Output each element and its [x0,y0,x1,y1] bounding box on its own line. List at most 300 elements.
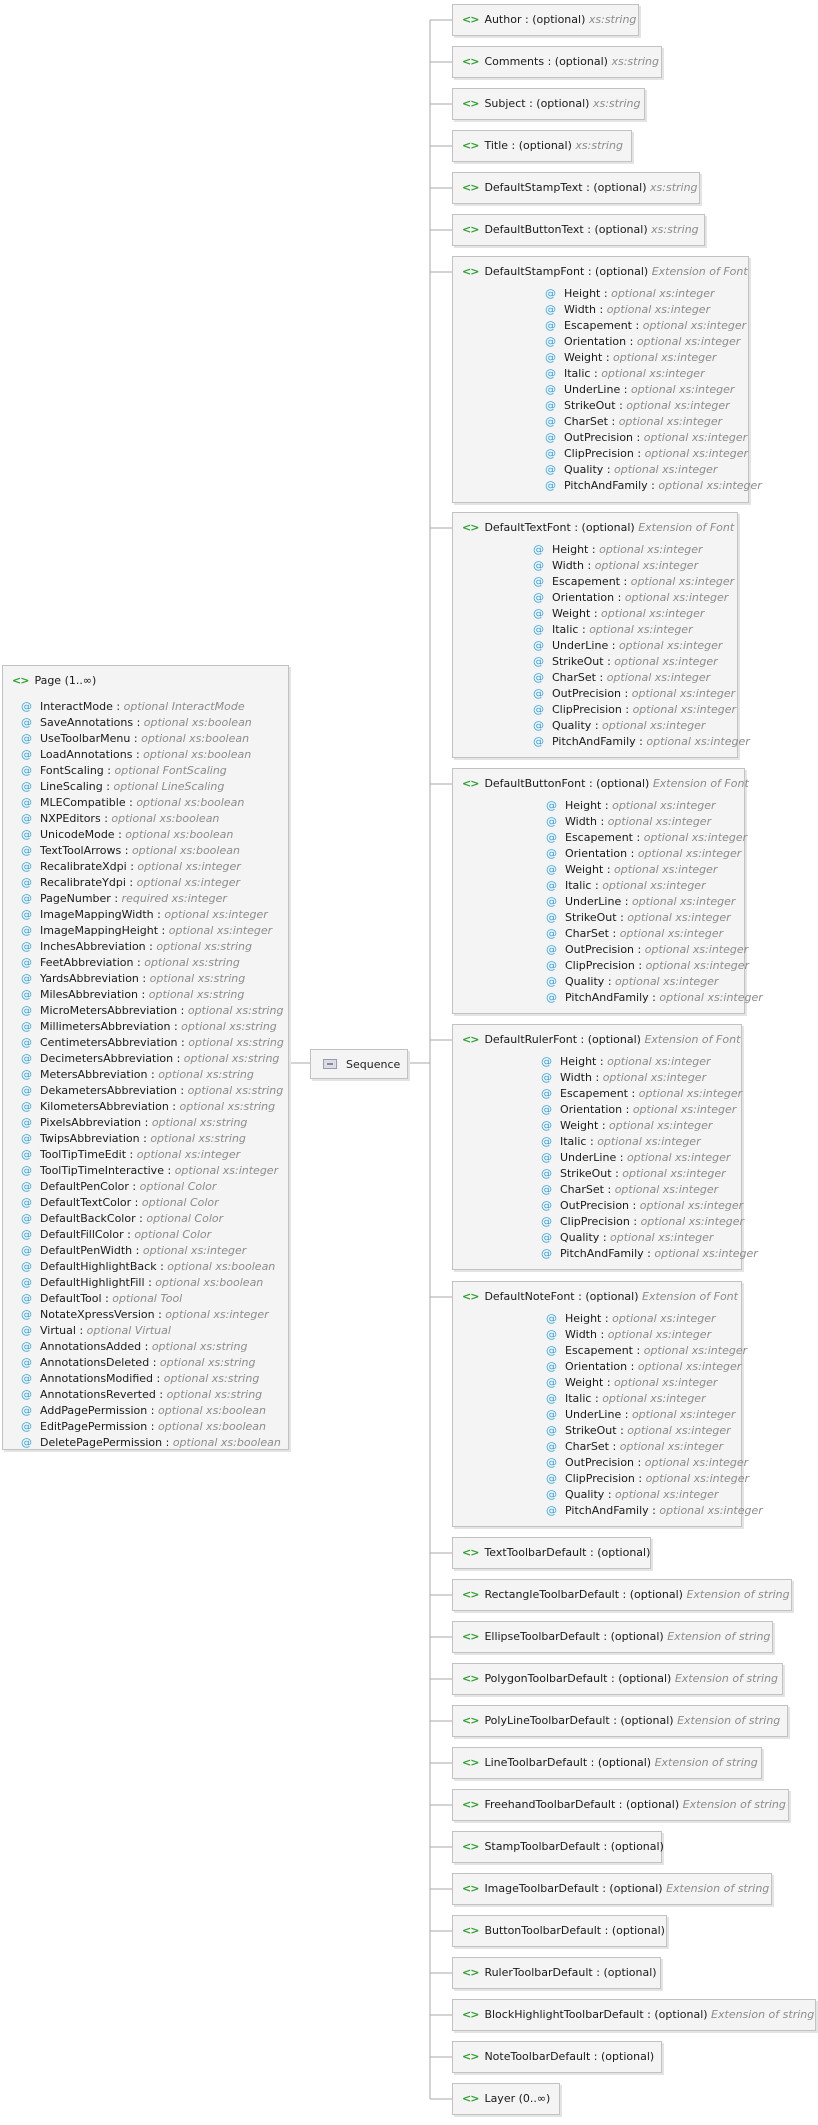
attribute-type: optional xs:integer [601,367,705,380]
element-separator: : [580,1033,585,1046]
element-name: DefaultButtonText [484,223,584,236]
element-type: Extension of Font [651,265,748,278]
element-name: Subject [484,97,526,110]
attribute-name: NXPEditors [40,812,101,825]
element-box-default-button-font[interactable] [452,768,763,1014]
element-box-layer[interactable] [452,2083,560,2115]
attribute-icon: @ [21,1036,32,1049]
element-box-title[interactable] [452,130,632,162]
attribute-name: UnderLine [552,639,609,652]
element-optional: (optional) [518,139,572,152]
attribute-name: Orientation [564,335,627,348]
element-name: StampToolbarDefault [484,1840,600,1853]
element-name: DefaultRulerFont [484,1033,578,1046]
attribute-separator: : [639,735,643,748]
attribute-type: optional xs:boolean [172,1436,281,1449]
element-separator: : [618,1798,623,1811]
attribute-type: optional xs:integer [614,1376,718,1389]
attribute-row [541,1230,713,1246]
attribute-name: Escapement [564,319,632,332]
attribute-separator: : [165,1436,170,1449]
attribute-type: optional xs:integer [137,860,241,873]
element-optional: (optional) [597,1546,651,1559]
element-header [462,769,749,798]
attribute-icon: @ [546,1440,557,1453]
attribute-name: Orientation [560,1103,623,1116]
element-multiplicity: (0..∞) [518,2092,551,2105]
attribute-separator: : [118,828,122,841]
attribute-name: DefaultPenWidth [40,1244,133,1257]
attribute-type: optional xs:string [187,1084,284,1097]
element-icon: <> [462,1546,479,1559]
attribute-name: LineScaling [40,780,103,793]
attribute-row [533,718,705,734]
element-type: xs:string [651,223,699,236]
attribute-row [21,1051,279,1067]
element-optional: (optional) [610,1630,664,1643]
element-optional: (optional) [594,223,648,236]
attribute-type: optional xs:integer [607,815,712,828]
attribute-icon: @ [21,1436,32,1449]
element-name: ImageToolbarDefault [484,1882,599,1895]
attribute-type: optional xs:integer [589,623,693,636]
attribute-separator: : [619,399,623,412]
attribute-separator: : [624,687,629,700]
attribute-separator: : [107,764,112,777]
attribute-row [545,334,740,350]
element-box-button-toolbar-default[interactable] [452,1915,667,1947]
element-icon: <> [462,1714,479,1727]
attribute-row [21,1115,247,1131]
attribute-icon: @ [21,1308,32,1321]
attribute-type: optional xs:integer [626,1151,731,1164]
attribute-row [541,1166,726,1182]
attribute-name: Width [564,303,596,316]
attribute-separator: : [106,780,110,793]
element-optional: (optional) [554,55,608,68]
element-header [462,1748,758,1777]
element-optional: (optional) [536,97,590,110]
attribute-type: optional xs:integer [632,1103,737,1116]
attribute-icon: @ [545,303,556,316]
attribute-icon: @ [533,543,544,556]
element-type: Extension of Font [652,777,749,790]
attribute-row [21,715,252,731]
attribute-row [21,763,227,779]
attribute-type: optional xs:integer [640,1215,744,1228]
attribute-icon: @ [21,748,32,761]
attribute-icon: @ [545,287,556,300]
element-name: PolyLineToolbarDefault [484,1714,610,1727]
attribute-separator: : [606,863,611,876]
element-box-line-toolbar-default[interactable] [452,1747,762,1779]
attribute-icon: @ [21,908,32,921]
attribute-row [533,654,718,670]
attribute-separator: : [612,1440,617,1453]
element-type: xs:string [575,139,623,152]
attribute-row [546,846,741,862]
attribute-icon: @ [546,863,557,876]
attribute-name: Escapement [560,1087,628,1100]
attribute-icon: @ [21,1372,32,1385]
attribute-name: LoadAnnotations [40,748,133,761]
attribute-row [21,1003,283,1019]
attribute-type: optional xs:integer [622,1167,726,1180]
attribute-name: DekametersAbbreviation [40,1084,177,1097]
attribute-separator: : [129,1148,134,1161]
attribute-row [541,1118,712,1134]
attribute-row [21,1035,284,1051]
attribute-separator: : [607,975,612,988]
attribute-icon: @ [546,1328,557,1341]
attribute-separator: : [176,1052,181,1065]
element-name: NoteToolbarDefault [484,2050,591,2063]
attribute-row [21,907,268,923]
attribute-icon: @ [21,940,32,953]
element-icon: <> [462,521,479,534]
element-box-freehand-toolbar-default[interactable] [452,1789,789,1821]
element-optional: (optional) [610,1840,664,1853]
element-header [462,513,734,542]
attribute-row [533,702,736,718]
element-header [462,215,699,244]
attribute-icon: @ [21,1420,32,1433]
attribute-row [546,1375,717,1391]
attribute-row [541,1086,742,1102]
attribute-row [21,1355,256,1371]
attribute-icon: @ [21,1020,32,1033]
element-separator: : [547,55,552,68]
attribute-separator: : [144,1116,149,1129]
element-box-default-note-font[interactable] [452,1281,763,1527]
attribute-icon: @ [21,1292,32,1305]
attribute-separator: : [160,1260,164,1273]
attribute-row [21,1323,171,1339]
attribute-name: ClipPrecision [564,447,634,460]
element-optional: (optional) [597,1756,652,1769]
attribute-icon: @ [21,956,32,969]
attribute-row [546,1343,747,1359]
element-box-subject[interactable] [452,88,645,120]
attribute-separator: : [630,1360,635,1373]
attribute-row [546,830,747,846]
element-name: BlockHighlightToolbarDefault [484,2008,644,2021]
attribute-name: FontScaling [40,764,104,777]
attribute-name: UnderLine [565,1408,622,1421]
attribute-type: optional xs:integer [626,399,730,412]
attribute-separator: : [141,988,146,1001]
attribute-name: CharSet [560,1183,604,1196]
sequence-label: Sequence [346,1058,401,1071]
attribute-name: NotateXpressVersion [40,1308,155,1321]
element-name: Comments [484,55,545,68]
attribute-type: optional xs:integer [601,607,705,620]
attribute-icon: @ [541,1167,552,1180]
element-header [462,1580,790,1609]
attribute-row [546,1359,741,1375]
attribute-type: required xs:integer [121,892,227,905]
attribute-separator: : [601,1119,606,1132]
element-type: Extension of Font [644,1033,741,1046]
attribute-icon: @ [546,991,557,1004]
attribute-separator: : [631,1087,636,1100]
attribute-separator: : [142,972,147,985]
attribute-type: optional Color [146,1212,224,1225]
attribute-row [21,891,227,907]
attribute-row [546,798,716,814]
attribute-row [21,1147,240,1163]
attribute-separator: : [600,1328,605,1341]
attribute-icon: @ [546,815,557,828]
element-name: LineToolbarDefault [484,1756,588,1769]
element-header [462,1664,778,1693]
attribute-type: optional xs:integer [594,559,699,572]
attribute-type: optional xs:integer [618,415,723,428]
attribute-name: MLECompatible [40,796,126,809]
attribute-type: optional xs:integer [602,1392,706,1405]
attribute-type: optional xs:string [149,972,246,985]
attribute-icon: @ [21,1244,32,1257]
element-box-polygon-toolbar-default[interactable] [452,1663,783,1695]
attribute-type: optional xs:boolean [155,1276,264,1289]
element-box-default-ruler-font[interactable] [452,1024,758,1270]
attribute-name: OutPrecision [552,687,622,700]
attribute-name: Weight [552,607,591,620]
attribute-separator: : [105,1292,109,1305]
element-name: PolygonToolbarDefault [484,1672,608,1685]
attribute-type: optional xs:integer [606,671,711,684]
element-box-text-toolbar-default[interactable] [452,1537,651,1569]
attribute-name: YardsAbbreviation [40,972,139,985]
element-icon: <> [462,2050,479,2063]
attribute-type: optional xs:integer [643,431,748,444]
element-box-author[interactable] [452,4,639,36]
attribute-separator: : [150,1420,155,1433]
element-box-rectangle-toolbar-default[interactable] [452,1579,792,1611]
element-icon: <> [462,181,479,194]
element-separator: : [622,1588,627,1601]
attribute-type: optional xs:boolean [111,812,220,825]
attribute-type: optional xs:boolean [136,796,245,809]
attribute-icon: @ [21,1164,32,1177]
attribute-name: PitchAndFamily [565,1504,649,1517]
attribute-separator: : [652,991,656,1004]
element-icon: <> [462,777,479,790]
attribute-icon: @ [21,732,32,745]
element-name: DefaultTextFont [484,521,571,534]
attribute-row [533,622,693,638]
element-box-default-text-font[interactable] [452,512,750,758]
element-icon: <> [462,1840,479,1853]
element-icon: <> [462,1966,479,1979]
attribute-separator: : [150,1404,155,1417]
element-box-block-highlight-toolbar-default[interactable] [452,1999,816,2031]
element-separator: : [587,265,592,278]
attribute-type: optional Color [134,1228,212,1241]
attribute-separator: : [600,815,605,828]
attribute-row [545,302,710,318]
attribute-type: optional xs:integer [613,351,717,364]
attribute-separator: : [595,1071,600,1084]
attribute-row [545,446,748,462]
element-icon: <> [462,1588,479,1601]
attribute-separator: : [602,1231,607,1244]
element-header [462,1958,657,1987]
element-name: ButtonToolbarDefault [484,1924,602,1937]
attribute-separator: : [604,799,609,812]
attribute-icon: @ [545,335,556,348]
attribute-row [546,1327,711,1343]
attribute-icon: @ [541,1103,552,1116]
attribute-icon: @ [533,591,544,604]
attribute-name: AddPagePermission [40,1404,148,1417]
element-name: DefaultButtonFont [484,777,586,790]
attribute-separator: : [599,1055,604,1068]
element-type: xs:string [592,97,641,110]
attribute-icon: @ [533,559,544,572]
attribute-row [541,1054,711,1070]
attribute-row [21,987,244,1003]
attribute-separator: : [159,1388,164,1401]
attribute-type: optional xs:integer [612,799,716,812]
attribute-row [21,1131,246,1147]
attribute-icon: @ [546,1312,557,1325]
attribute-row [546,1455,748,1471]
attribute-row [541,1070,706,1086]
element-box-default-stamp-text[interactable] [452,172,700,204]
element-header [462,1538,650,1567]
attribute-name: CentimetersAbbreviation [40,1036,178,1049]
attribute-type: optional xs:integer [630,575,735,588]
attribute-row [546,878,706,894]
attribute-type: optional xs:integer [165,1308,269,1321]
attribute-icon: @ [546,1392,557,1405]
attribute-name: ToolTipTimeEdit [40,1148,127,1161]
attribute-name: DefaultPenColor [40,1180,129,1193]
element-name: DefaultStampText [484,181,583,194]
attribute-icon: @ [545,383,556,396]
attribute-row [21,1275,263,1291]
attribute-name: RecalibrateXdpi [40,860,127,873]
attribute-type: optional xs:string [183,1052,280,1065]
attribute-separator: : [79,1324,84,1337]
attribute-type: optional xs:integer [614,655,718,668]
attribute-icon: @ [546,975,557,988]
element-box-comments[interactable] [452,46,662,78]
attribute-separator: : [129,796,133,809]
element-box-note-toolbar-default[interactable] [452,2041,662,2073]
element-header [462,89,640,118]
attribute-name: AnnotationsDeleted [40,1356,150,1369]
element-icon: <> [462,265,479,278]
attribute-separator: : [134,1196,139,1209]
attribute-separator: : [624,895,629,908]
attribute-name: Virtual [40,1324,76,1337]
attribute-row [541,1134,701,1150]
attribute-icon: @ [546,847,557,860]
element-optional: (optional) [532,13,586,26]
attribute-type: optional xs:integer [645,1472,749,1485]
attribute-icon: @ [545,447,556,460]
attribute-row [21,923,272,939]
attribute-icon: @ [541,1119,552,1132]
attribute-row [545,414,722,430]
attribute-icon: @ [541,1215,552,1228]
attribute-name: Italic [552,623,579,636]
attribute-row [21,811,219,827]
attribute-type: optional xs:integer [614,463,718,476]
attribute-name: Height [552,543,589,556]
attribute-name: PageNumber [40,892,111,905]
element-optional: (optional) [596,777,650,790]
attribute-separator: : [599,303,604,316]
element-name: RulerToolbarDefault [484,1966,593,1979]
attribute-type: optional xs:integer [607,1328,712,1341]
attribute-separator: : [149,940,153,953]
attribute-type: optional xs:integer [654,1247,758,1260]
attribute-type: optional xs:integer [627,1424,731,1437]
attribute-row [21,1307,269,1323]
element-optional: (optional) [609,1882,663,1895]
attribute-name: MillimetersAbbreviation [40,1020,171,1033]
element-type: Extension of string [654,1756,758,1769]
attribute-name: ImageMappingHeight [40,924,159,937]
attribute-icon: @ [21,1388,32,1401]
attribute-type: optional xs:integer [136,876,241,889]
attribute-separator: : [617,591,622,604]
element-icon: <> [462,1882,479,1895]
element-type: Extension of string [711,2008,815,2021]
attribute-name: Italic [564,367,591,380]
element-box-ruler-toolbar-default[interactable] [452,1957,661,1989]
element-box-default-stamp-font[interactable] [452,256,762,503]
attribute-icon: @ [541,1151,552,1164]
element-header [462,2084,550,2113]
attribute-name: Escapement [552,575,620,588]
element-icon: <> [462,13,479,26]
attribute-separator: : [647,1247,651,1260]
element-box-ellipse-toolbar-default[interactable] [452,1621,773,1653]
sequence-compositor[interactable] [310,1049,408,1079]
attribute-separator: : [167,1164,172,1177]
attribute-type: optional xs:integer [637,847,742,860]
attribute-separator: : [132,1180,137,1193]
attribute-name: Height [565,1312,602,1325]
attribute-icon: @ [21,796,32,809]
attribute-name: StrikeOut [560,1167,612,1180]
element-box-poly-line-toolbar-default[interactable] [452,1705,788,1737]
attribute-type: optional xs:string [158,1068,254,1081]
attribute-separator: : [594,1392,599,1405]
element-icon: <> [462,1672,479,1685]
element-box-default-button-text[interactable] [452,214,705,246]
attribute-row [21,1339,247,1355]
attribute-name: ClipPrecision [560,1215,630,1228]
element-icon: <> [462,139,479,152]
attribute-icon: @ [21,924,32,937]
attribute-icon: @ [546,1456,557,1469]
element-name: DefaultStampFont [484,265,585,278]
element-box-stamp-toolbar-default[interactable] [452,1831,662,1863]
element-optional: (optional) [618,1672,672,1685]
attribute-name: Width [565,815,597,828]
attribute-type: optional FontScaling [114,764,227,777]
element-box-image-toolbar-default[interactable] [452,1873,772,1905]
attribute-type: optional xs:integer [631,895,736,908]
page-element-box[interactable] [2,665,289,1450]
attribute-name: TwipsAbbreviation [40,1132,140,1145]
attribute-row [546,1391,706,1407]
